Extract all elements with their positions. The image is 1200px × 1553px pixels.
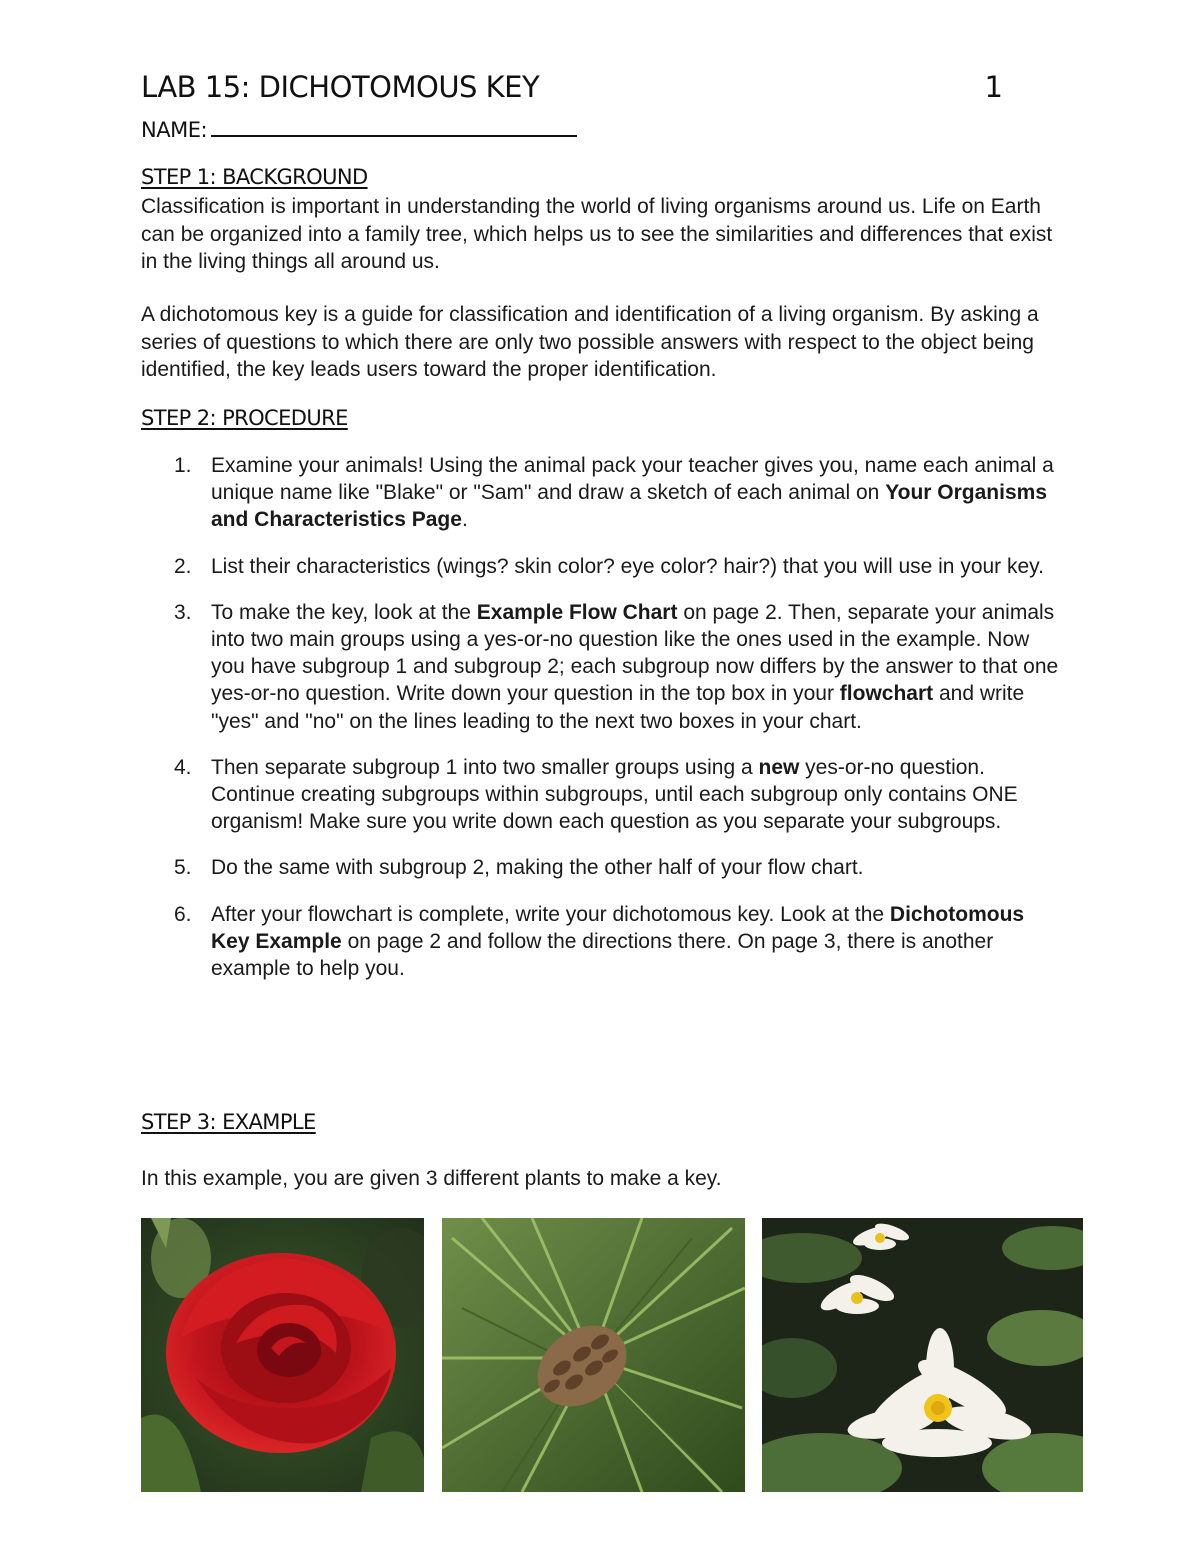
step3-heading: STEP 3: EXAMPLE <box>141 1110 316 1134</box>
procedure-list <box>141 452 1061 1001</box>
background-paragraph-1: Classification is important in understanding the world of living organisms around us. Life on Earth can be organized into a family tree, which helps us to see the similarities and differences that exist in the living things all around us. <box>141 195 1053 273</box>
list-item-text: List their characteristics (wings? skin color? eye color? hair?) that you will use in your key. <box>211 554 1044 578</box>
list-item <box>141 854 1061 881</box>
background-paragraph-2: A dichotomous key is a guide for classification and identification of a living organism. By asking a series of questions to which there are only two possible answers with respect to the object being identified, the key leads users toward the proper identification. <box>141 303 1039 381</box>
list-item <box>141 754 1061 836</box>
page-number: 1 <box>984 70 1003 104</box>
name-row <box>141 114 577 142</box>
step1-heading: STEP 1: BACKGROUND <box>141 165 368 189</box>
list-item-text: To make the key, look at the Example Flow Chart on page 2. Then, separate your animals into two main groups using a yes-or-no question like the ones used in the example. Now you have subgroup 1 and subgroup 2; each subgroup now differs by the answer to that one yes-or-no question. Write down your question in the top box in your flowchart and write "yes" and "no" on the lines leading to the next two boxes in your chart. <box>211 600 1059 733</box>
list-item-text: Do the same with subgroup 2, making the other half of your flow chart. <box>211 856 864 880</box>
name-label: NAME: <box>141 118 208 142</box>
step2-heading: STEP 2: PROCEDURE <box>141 406 348 430</box>
list-item-text: Examine your animals! Using the animal pack your teacher gives you, name each animal a unique name like "Blake" or "Sam" and draw a sketch of each animal on Your Organisms and Characteristics Page. <box>211 454 1054 532</box>
pine-cone-image <box>442 1218 745 1492</box>
list-item <box>141 452 1061 534</box>
list-item-number: 5. <box>174 856 192 880</box>
list-item-number: 2. <box>174 554 192 578</box>
list-item <box>141 599 1061 735</box>
name-blank-line[interactable] <box>211 135 577 137</box>
list-item-text: Then separate subgroup 1 into two smaller groups using a new yes-or-no question. Continue creating subgroups within subgroups, until each subgroup only contains ONE organism! Make sure you write down each question as you separate your subgroups. <box>211 755 1018 834</box>
list-item-text: After your flowchart is complete, write your dichotomous key. Look at the Dichotomous Key Example on page 2 and follow the directions there. On page 3, there is another example to help you. <box>211 902 1025 981</box>
list-item <box>141 901 1061 983</box>
list-item-number: 4. <box>174 755 192 779</box>
list-item-number: 1. <box>174 454 192 477</box>
water-lily-image <box>762 1218 1083 1492</box>
list-item <box>141 553 1061 580</box>
example-intro: In this example, you are given 3 different plants to make a key. <box>141 1167 722 1190</box>
list-item-number: 3. <box>174 600 192 624</box>
page-title: LAB 15: DICHOTOMOUS KEY <box>141 70 540 104</box>
title-row <box>141 70 1003 110</box>
rose-image <box>141 1218 424 1492</box>
list-item-number: 6. <box>174 902 192 926</box>
